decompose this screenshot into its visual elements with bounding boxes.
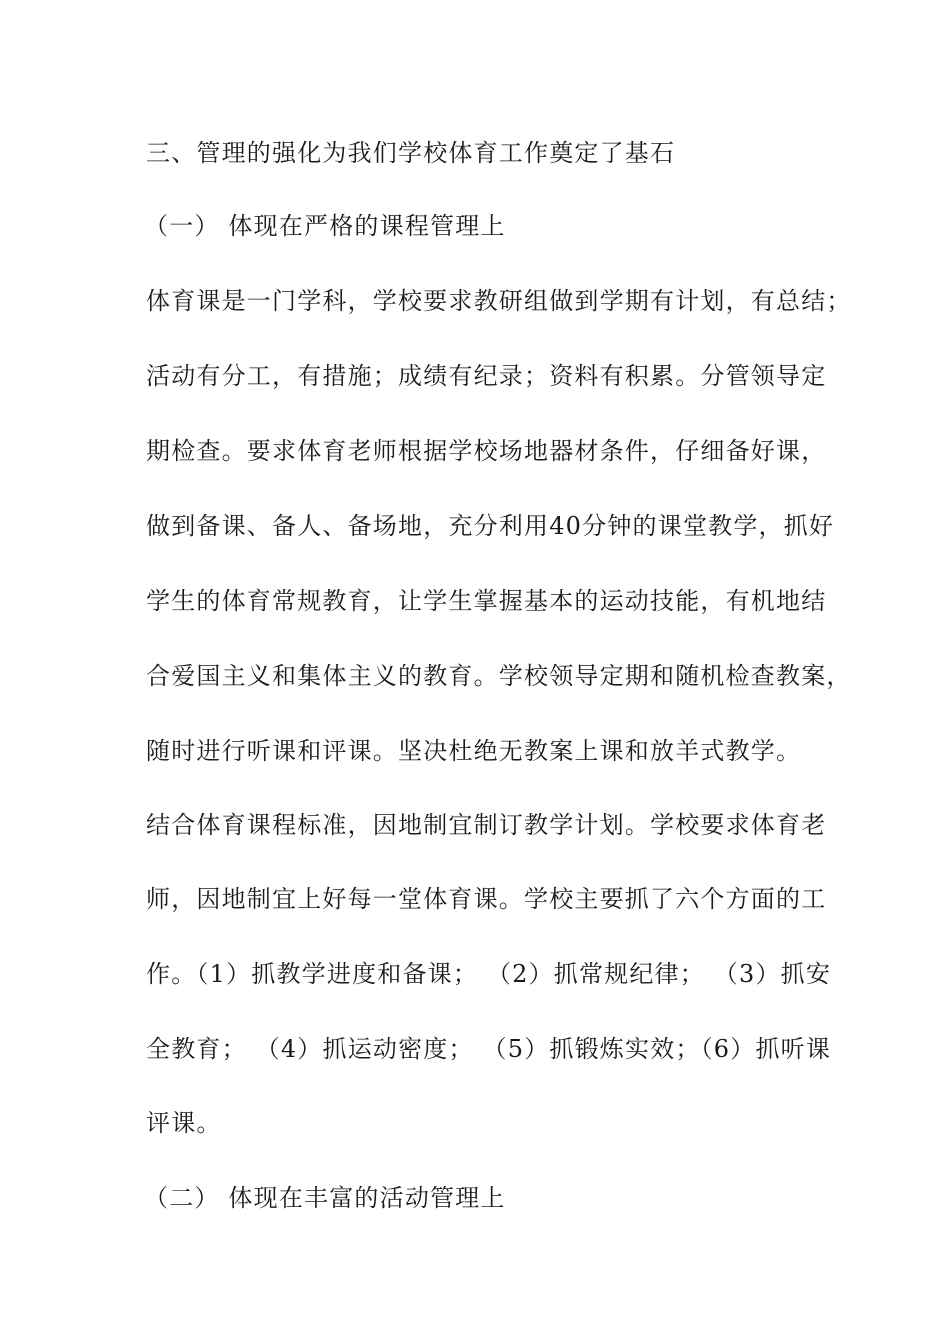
paragraph-line: 结合体育课程标准，因地制宜制订教学计划。学校要求体育老 xyxy=(146,811,827,839)
section-heading: 三、管理的强化为我们学校体育工作奠定了基石 xyxy=(146,139,676,167)
paragraph-line: 作。（1）抓教学进度和备课； （2）抓常规纪律； （3）抓安 xyxy=(146,960,832,988)
paragraph-line: 师，因地制宜上好每一堂体育课。学校主要抓了六个方面的工 xyxy=(146,885,827,913)
paragraph-line: 体育课是一门学科，学校要求教研组做到学期有计划，有总结； xyxy=(146,287,852,315)
paragraph-line: 合爱国主义和集体主义的教育。学校领导定期和随机检查教案， xyxy=(146,662,852,690)
paragraph-line: 期检查。要求体育老师根据学校场地器材条件，仔细备好课， xyxy=(146,437,827,465)
paragraph-line: 活动有分工，有措施；成绩有纪录；资料有积累。分管领导定 xyxy=(146,362,827,390)
paragraph-line: 随时进行听课和评课。坚决杜绝无教案上课和放羊式教学。 xyxy=(146,737,802,765)
paragraph-line: 全教育； （4）抓运动密度； （5）抓锻炼实效；（6）抓听课 xyxy=(146,1035,832,1063)
paragraph-line: 评课。 xyxy=(146,1109,222,1137)
subheading-course-management: （一） 体现在严格的课程管理上 xyxy=(144,212,506,240)
paragraph-line: 学生的体育常规教育，让学生掌握基本的运动技能，有机地结 xyxy=(146,587,827,615)
subheading-activity-management: （二） 体现在丰富的活动管理上 xyxy=(144,1184,506,1212)
paragraph-line: 做到备课、备人、备场地，充分利用40分钟的课堂教学，抓好 xyxy=(146,512,835,540)
